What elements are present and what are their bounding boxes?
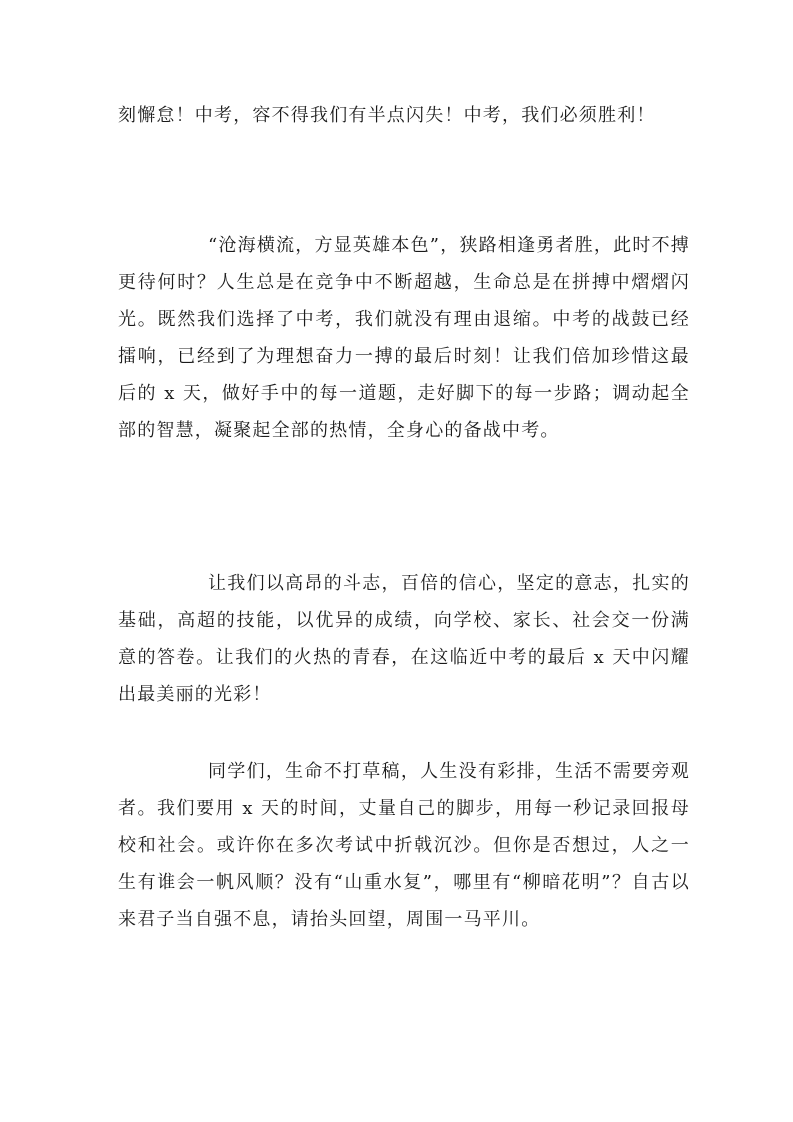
paragraph-classmates: 同学们，生命不打草稿，人生没有彩排，生活不需要旁观者。我们要用 x 天的时间，丈量自己的脚步，用每一秒记录回报母校和社会。或许你在多次考试中折戟沉沙。但你是否想过，人之一生有谁会一帆风顺？没有“山重水复”，哪里有“柳暗花明”？自古以来君子当自强不息，请抬头回望，周围一马平川。	[118, 761, 690, 930]
paragraph-resolve: 让我们以高昂的斗志，百倍的信心，坚定的意志，扎实的基础，高超的技能，以优异的成绩，向学校、家长、社会交一份满意的答卷。让我们的火热的青春，在这临近中考的最后 x 天中闪耀出最美丽的光彩！	[118, 573, 690, 705]
paragraph-hero-quote: “沧海横流，方显英雄本色”，狭路相逢勇者胜，此时不搏更待何时？人生总是在竞争中不断超越，生命总是在拼搏中熠熠闪光。既然我们选择了中考，我们就没有理由退缩。中考的战鼓已经擂响，已经到了为理想奋力一搏的最后时刻！让我们倍加珍惜这最后的 x 天，做好手中的每一道题，走好脚下的每一步路；调动起全部的智慧，凝聚起全部的热情，全身心的备战中考。	[118, 235, 690, 441]
paragraph-continuation: 刻懈怠！中考，容不得我们有半点闪失！中考，我们必须胜利！	[118, 105, 656, 126]
